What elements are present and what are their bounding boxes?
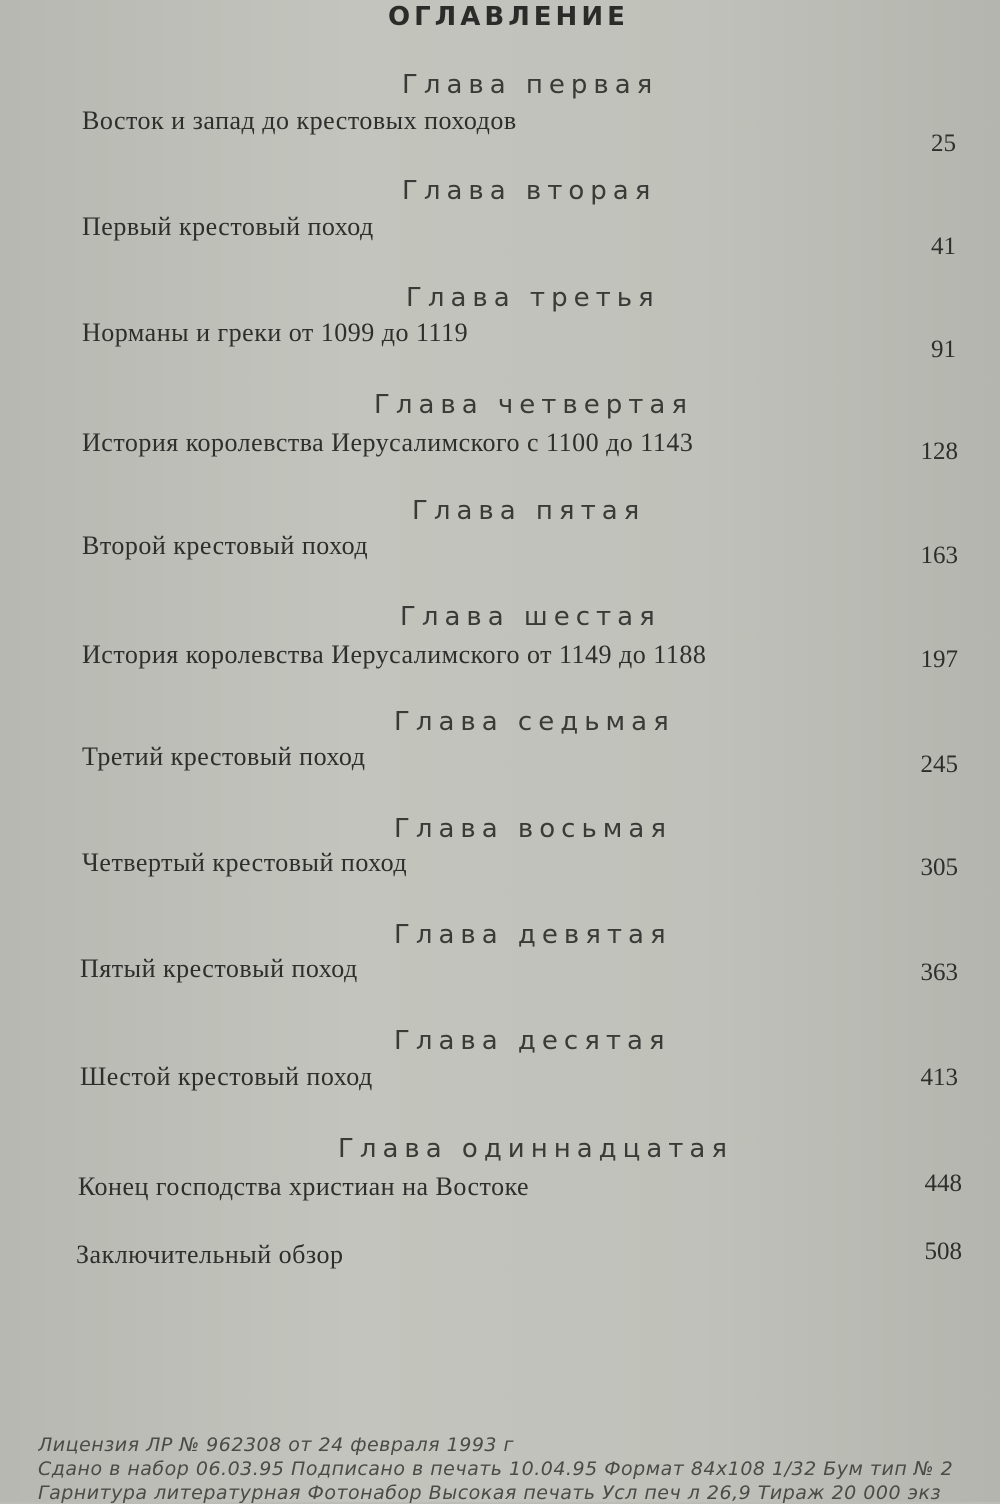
chapter-title-6: История королевства Иерусалимского от 1149 до 1188 [82,640,707,669]
chapter-title-10: Шестой крестовый поход [80,1062,373,1091]
chapter-heading-4: Глава четвертая [374,390,693,420]
chapter-heading-8: Глава восьмая [394,814,672,844]
chapter-page-11: 448 [924,1170,962,1197]
chapter-page-8: 305 [920,854,958,881]
chapter-heading-1: Глава первая [402,70,659,100]
chapter-title-4: История королевства Иерусалимского с 1100 до 1143 [82,428,694,457]
conclusion-page: 508 [924,1238,962,1265]
chapter-heading-11: Глава одиннадцатая [338,1134,733,1164]
chapter-heading-9: Глава девятая [394,920,672,950]
conclusion-title: Заключительный обзор [76,1240,344,1269]
imprint-line-1: Лицензия ЛР № 962308 от 24 февраля 1993 г [38,1434,515,1456]
page-title: ОГЛАВЛЕНИЕ [388,2,629,32]
chapter-page-9: 363 [920,959,958,986]
chapter-heading-2: Глава вторая [402,176,657,206]
chapter-title-8: Четвертый крестовый поход [82,848,408,877]
chapter-page-5: 163 [920,542,958,569]
imprint-line-3: Гарнитура литературная Фотонабор Высокая печать Усл печ л 26,9 Тираж 20 000 экз [38,1482,942,1504]
chapter-heading-3: Глава третья [406,283,660,313]
chapter-heading-7: Глава седьмая [394,707,675,737]
chapter-title-7: Третий крестовый поход [82,742,366,771]
chapter-page-10: 413 [920,1064,958,1091]
chapter-title-1: Восток и запад до крестовых походов [82,106,517,135]
chapter-title-9: Пятый крестовый поход [80,954,358,983]
chapter-heading-10: Глава десятая [394,1026,671,1056]
chapter-title-5: Второй крестовый поход [82,531,369,560]
imprint-line-2: Сдано в набор 06.03.95 Подписано в печать 10.04.95 Формат 84x108 1/32 Бум тип № 2 [38,1458,954,1480]
chapter-title-3: Норманы и греки от 1099 до 1119 [82,318,469,347]
chapter-title-2: Первый крестовый поход [82,212,374,241]
chapter-page-6: 197 [920,646,958,673]
chapter-page-2: 41 [931,233,956,260]
chapter-title-11: Конец господства христиан на Востоке [78,1172,530,1201]
chapter-page-3: 91 [931,336,956,363]
chapter-page-7: 245 [920,751,958,778]
chapter-heading-6: Глава шестая [400,602,661,632]
chapter-heading-5: Глава пятая [412,496,646,526]
chapter-page-1: 25 [931,130,956,157]
chapter-page-4: 128 [920,438,958,465]
